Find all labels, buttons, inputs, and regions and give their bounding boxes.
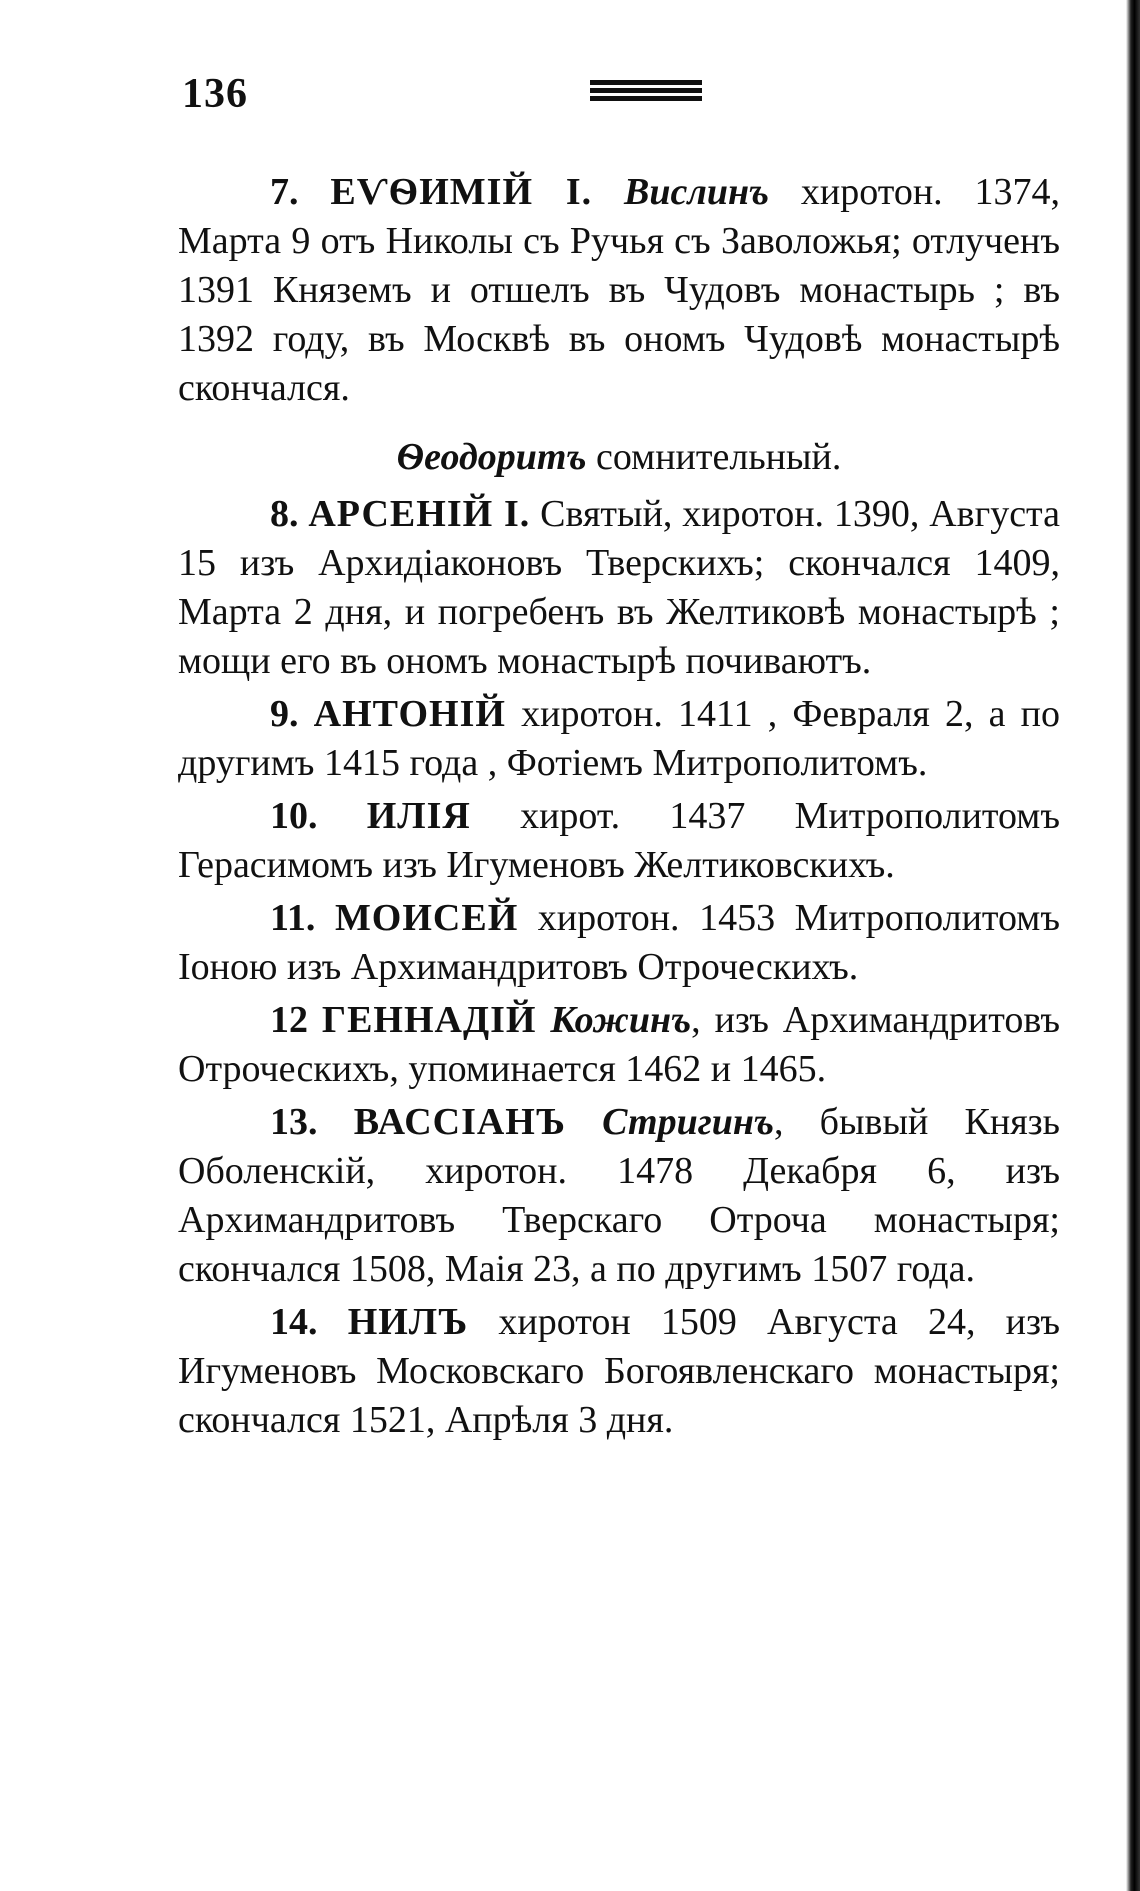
entry-epithet: Кожинъ	[550, 999, 692, 1041]
rule-line-3	[590, 96, 702, 101]
text-body	[178, 168, 1060, 1449]
entry-number: 9.	[270, 693, 299, 735]
entry-14	[178, 1298, 1060, 1445]
entry-number: 14.	[270, 1301, 318, 1343]
entry-text: хиротон. 1374, Марта 9 отъ Николы съ Ручья съ Заволожья; отлученъ 1391 Княземъ и отшелъ въ Чудовъ монастырь ; въ 1392 году, въ Москвѣ въ ономъ Чудовѣ монастырѣ скончался.	[178, 171, 1061, 409]
entry-name: АРСЕНІЙ I.	[308, 493, 531, 535]
entry-text: , бывый Князь Оболенскій, хиротон. 1478 Декабря 6, изъ Архимандритовъ Тверскаго Отроча монастыря; скончался 1508, Маія 23, а по другимъ 1507 года.	[178, 1101, 1061, 1290]
entry-epithet: Вислинъ	[623, 171, 770, 213]
entry-name: ИЛІЯ	[366, 795, 471, 837]
entry-name: НИЛЪ	[347, 1301, 469, 1343]
entry-name: МОИСЕЙ	[334, 897, 519, 939]
entry-doubtful	[178, 433, 1060, 482]
page-spine-edge	[1126, 0, 1140, 1891]
entry-number: 12	[270, 999, 308, 1041]
entry-text: хирот. 1437 Митрополитомъ Герасимомъ изъ Игуменовъ Желтиковскихъ.	[178, 795, 1061, 886]
entry-number: 7.	[270, 171, 299, 213]
entry-epithet: Стригинъ	[602, 1101, 774, 1143]
entry-9	[178, 690, 1060, 788]
entry-text: Святый, хиротон. 1390, Августа 15 изъ Архидіаконовъ Тверскихъ; скончался 1409, Марта 2 дня, и погребенъ въ Желтиковѣ монастырѣ ; мощи его въ ономъ монастырѣ почиваютъ.	[178, 493, 1060, 682]
entry-name: АНТОНІЙ	[313, 693, 506, 735]
entry-name: ЕѴѲИМІЙ I.	[330, 171, 593, 213]
entry-10	[178, 792, 1060, 890]
entry-text: хиротон. 1411 , Февраля 2, а по другимъ 1415 года , Фотіемъ Митрополитомъ.	[178, 693, 1061, 784]
entry-11	[178, 894, 1060, 992]
entry-number: 10.	[270, 795, 318, 837]
entry-number: 11.	[270, 897, 316, 939]
entry-text: хиротон. 1453 Митрополитомъ Іоною изъ Архимандритовъ Отроческихъ.	[178, 897, 1061, 988]
entry-7	[178, 168, 1060, 413]
entry-name: ВАССІАНЪ	[353, 1101, 566, 1143]
header-ornament-rule	[590, 80, 702, 104]
entry-13	[178, 1098, 1060, 1294]
page-number: 136	[182, 71, 248, 117]
entry-name: ГЕННАДІЙ	[321, 999, 537, 1041]
entry-text: , изъ Архимандритовъ Отроческихъ, упоминается 1462 и 1465.	[178, 999, 1060, 1090]
entry-12	[178, 996, 1060, 1094]
entry-epithet: Ѳеодоритъ	[396, 436, 587, 478]
entry-text: хиротон 1509 Августа 24, изъ Игуменовъ Московскаго Богоявленскаго монастыря; скончался 1521, Апрѣля 3 дня.	[178, 1301, 1060, 1441]
rule-line-2	[590, 88, 702, 93]
entry-number: 8.	[270, 493, 299, 535]
entry-8	[178, 490, 1060, 686]
entry-text: сомнительный.	[586, 436, 842, 478]
entry-number: 13.	[270, 1101, 318, 1143]
rule-line-1	[590, 80, 702, 85]
